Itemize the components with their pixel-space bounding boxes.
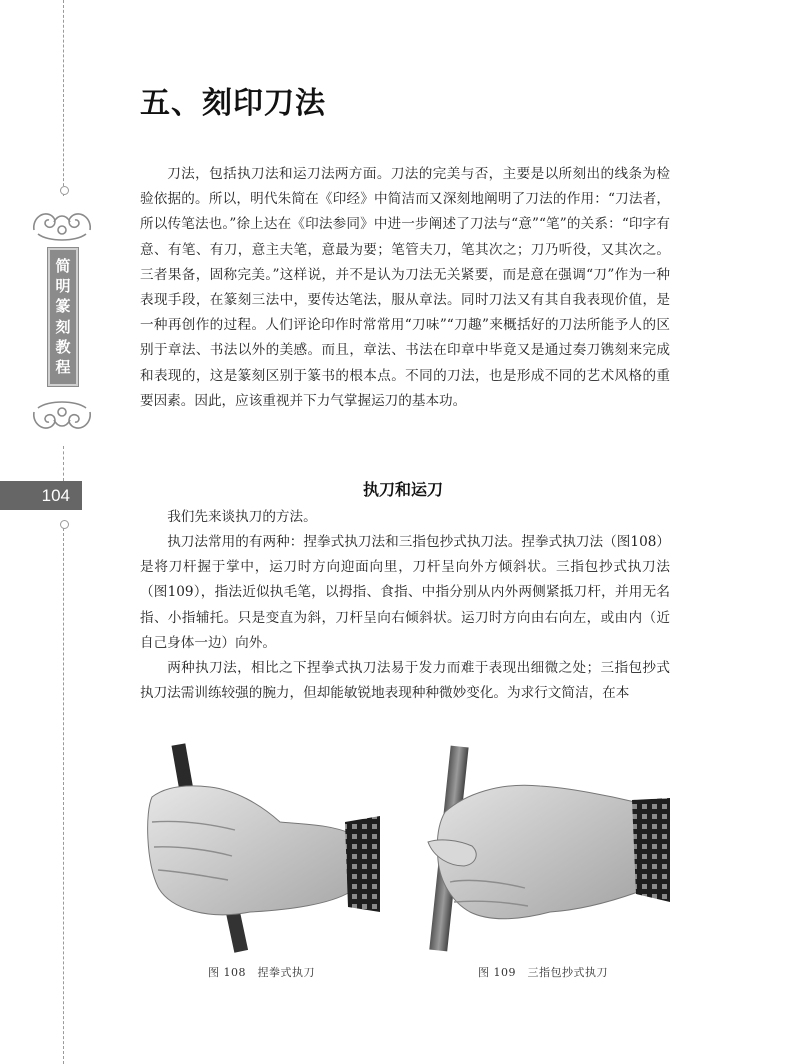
book-title-char: 刻	[55, 317, 71, 336]
book-title-char: 简	[55, 256, 71, 275]
book-title-char: 程	[55, 358, 71, 377]
sidebar-rule-bottom	[63, 528, 64, 1064]
book-title-char: 教	[55, 337, 71, 356]
three-finger-grip-photo	[410, 742, 670, 957]
section-title: 执刀和运刀	[362, 480, 443, 499]
book-title-char: 明	[55, 276, 71, 295]
figure-109-caption: 图 109 三指包抄式执刀	[478, 966, 608, 979]
scroll-ornament-bottom-icon	[28, 396, 96, 442]
paragraph-intro: 刀法，包括执刀法和运刀法两方面。刀法的完美与否，主要是以所刻出的线条为检验依据的。所以，明代朱简在《印经》中简洁而又深刻地阐明了刀法的作用：“刀法者，所以传笔法也。”徐上达在《印法参同》中进一步阐述了刀法与“意”“笔”的关系：“印字有意、有笔、有刀，意主夫笔，意最为要；笔管夫刀，笔其次之；刀乃听役，又其次之。三者果备，固称完美。”这样说，并不是认为刀法无关紧要，而是意在强调“刀”作为一种表现手段，在篆刻三法中，要传达笔法，服从章法。同时刀法又有其自我表现价值，是一种再创作的过程。人们评论印作时常常用“刀味”“刀趣”来概括好的刀法所能予人的区别于章法、书法以外的美感。而且，章法、书法在印章中毕竟又是通过奏刀镌刻来完成和表现的，这是篆刻区别于篆书的根本点。不同的刀法，也是形成不同的艺术风格的重要因素。因此，应该重视并下力气掌握运刀的基本功。	[140, 166, 670, 409]
book-title-vertical	[48, 248, 78, 386]
paragraph-holding-intro: 我们先来谈执刀的方法。	[167, 509, 317, 525]
paragraph-comparison: 两种执刀法，相比之下捏拳式执刀法易于发力而难于表现出细微之处；三指包抄式执刀法需训练较强的腕力，但却能敏锐地表现种种微妙变化。为求行文简洁，在本	[140, 660, 670, 702]
book-title-char: 篆	[55, 297, 71, 316]
sidebar-rule-top	[63, 0, 64, 196]
paragraph-holding-methods: 执刀法常用的有两种：捏拳式执刀法和三指包抄式执刀法。捏拳式执刀法（图108）是将刀杆握于掌中，运刀时方向迎面向里，刀杆呈向外方倾斜状。三指包抄式执刀法（图109），指法近似执毛笔，以拇指、食指、中指分别从内外两侧紧抵刀杆，并用无名指、小指辅托。只是变直为斜，刀杆呈向右倾斜状。运刀时方向由右向左，或由内（近自己身体一边）向外。	[140, 534, 670, 651]
sidebar-rule-dot	[60, 186, 69, 195]
scroll-ornament-top-icon	[28, 200, 96, 246]
figure-108-caption: 图 108 捏拳式执刀	[208, 966, 315, 979]
fist-grip-photo	[140, 742, 380, 957]
sidebar-rule-dot	[60, 520, 69, 529]
sidebar-rule-middle	[63, 446, 64, 481]
chapter-title: 五、刻印刀法	[140, 86, 326, 121]
page-number: 104	[0, 481, 82, 510]
